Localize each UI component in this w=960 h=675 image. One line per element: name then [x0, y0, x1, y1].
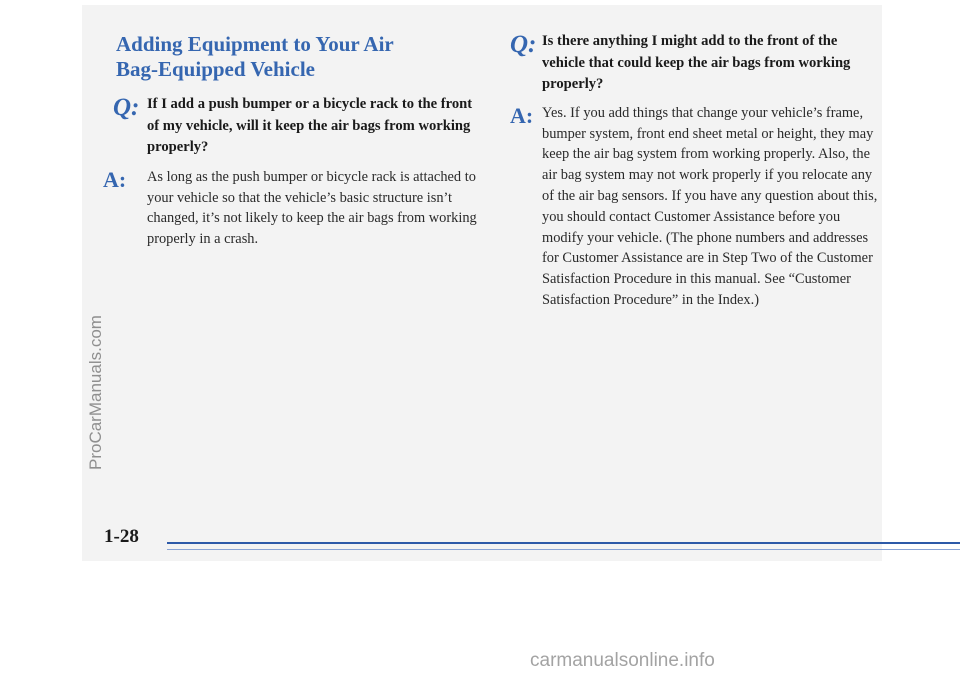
question-marker: Q:	[113, 94, 140, 121]
footer-rule-thin	[167, 549, 960, 550]
answer-block	[508, 103, 883, 311]
section-title	[116, 32, 478, 82]
left-column	[103, 32, 478, 250]
answer-marker: A:	[103, 166, 127, 192]
answer-marker: A:	[510, 102, 534, 128]
answer-block	[103, 166, 478, 250]
question-block	[113, 94, 478, 159]
question-marker: Q:	[510, 31, 537, 58]
question-block	[508, 31, 883, 96]
footer-rule	[167, 542, 960, 544]
answer-text: As long as the push bumper or bicycle rack is attached to your vehicle so that the vehicle’s basic structure isn’t changed, it’s not likely to keep the air bags from working properly in a crash.	[147, 168, 477, 248]
section-title-line-2: Bag-Equipped Vehicle	[116, 57, 315, 81]
side-watermark: ProCarManuals.com	[86, 315, 105, 470]
page-number: 1-28	[104, 526, 139, 547]
site-watermark: carmanualsonline.info	[530, 650, 715, 671]
answer-text: Yes. If you add things that change your vehicle’s frame, bumper system, front end sheet metal or height, they may keep the air bag system from working properly. Also, the air bag system may not work properly if you relocate any of the air bag sensors. If you have any question about this, you should contact Customer Assistance before you modify your vehicle. (The phone numbers and addresses for Customer Assistance are in Step Two of the Customer Satisfaction Procedure in this manual. See “Customer Satisfaction Procedure” in the Index.)	[542, 104, 878, 308]
question-text: If I add a push bumper or a bicycle rack to the front of my vehicle, will it keep the air bags from working properly?	[147, 96, 473, 156]
question-text: Is there anything I might add to the front of the vehicle that could keep the air bags from working properly?	[542, 33, 851, 93]
right-column	[508, 31, 883, 311]
section-title-line-1: Adding Equipment to Your Air	[116, 32, 394, 56]
